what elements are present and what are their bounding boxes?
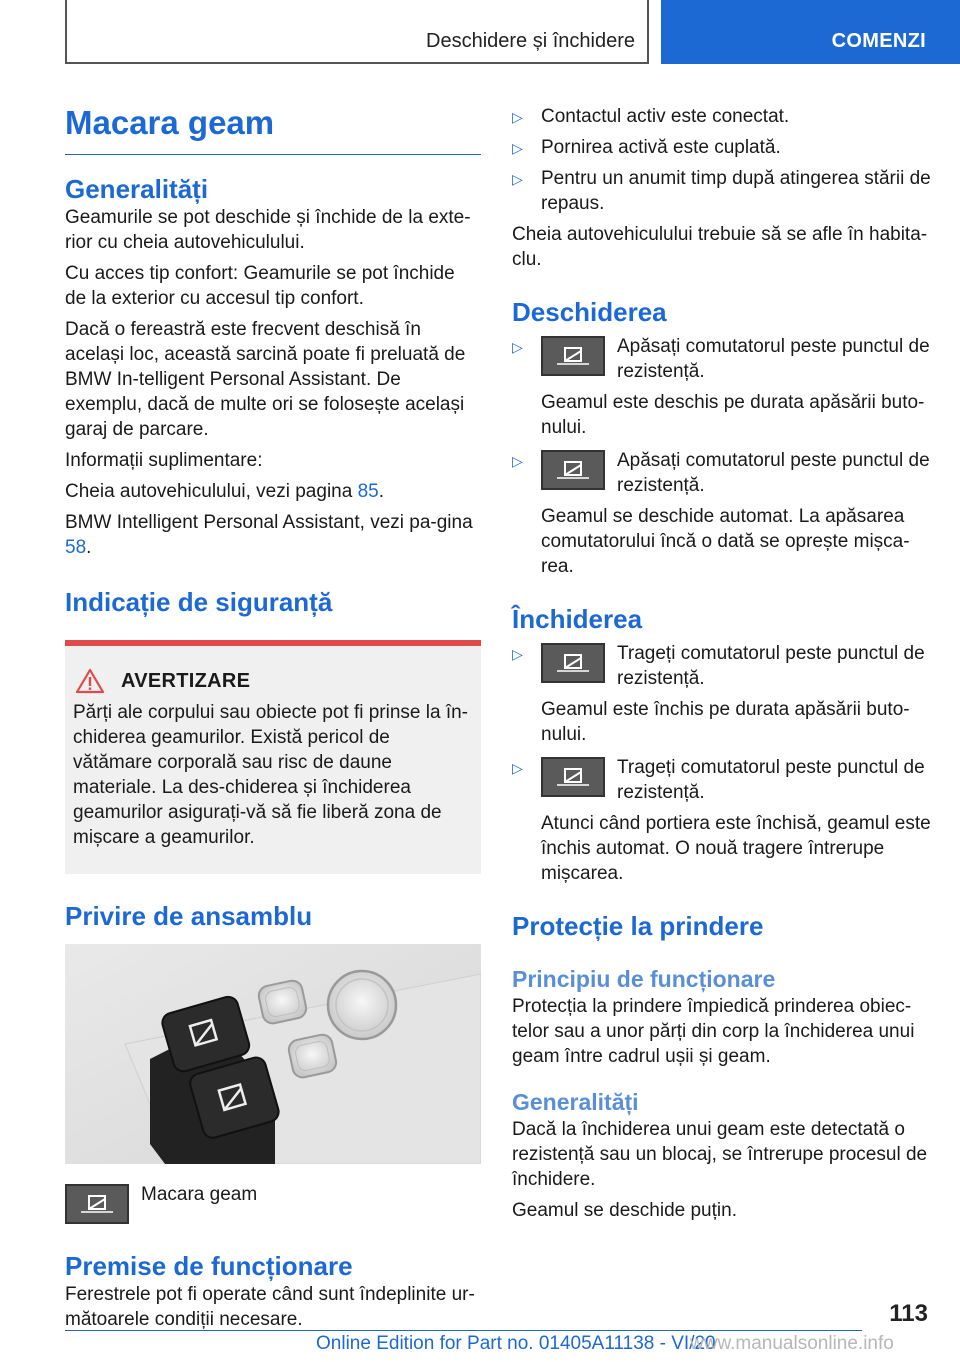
- close-step-2: [512, 755, 932, 886]
- condition-item: [512, 135, 932, 160]
- reference-assistant-end: .: [86, 537, 92, 558]
- window-switch-symbol-icon: [541, 450, 605, 490]
- key-note: Cheia autovehiculului trebuie să se afle în habita-clu.: [512, 224, 928, 270]
- condition-text: Contactul activ este conectat.: [541, 106, 790, 127]
- warning-box: [65, 640, 481, 874]
- condition-item: [512, 104, 932, 129]
- step-action: Apăsați comutatorul peste punctul de rezistență.: [617, 336, 930, 382]
- step-action: Apăsați comutatorul peste punctul de rezistență.: [617, 450, 930, 496]
- condition-text: Pentru un anumit timp după atingerea stării de repaus.: [541, 168, 931, 214]
- reference-key-end: .: [378, 481, 385, 502]
- open-heading: Deschiderea: [512, 297, 667, 327]
- warning-header: [73, 668, 473, 694]
- edition-text: Online Edition for Part no. 01405A11138 - VI/20: [316, 1333, 716, 1354]
- page-number: 113: [889, 1300, 928, 1327]
- reference-assistant: [65, 510, 481, 560]
- info-label: Informații suplimentare:: [65, 450, 263, 471]
- safety-heading: Indicație de siguranță: [65, 587, 333, 617]
- header-chapter-title: COMENZI: [831, 30, 926, 52]
- warning-triangle-icon: [75, 668, 105, 694]
- step-result: Geamul este închis pe durata apăsării buto-nului.: [541, 699, 910, 745]
- general-heading: Generalități: [65, 174, 209, 204]
- bullet-triangle-icon: ▷: [512, 140, 523, 156]
- footer-rule: [65, 1330, 862, 1331]
- principle-heading: Principiu de funcționare: [512, 966, 776, 992]
- header-chapter-tab[interactable]: [661, 0, 960, 64]
- open-step-1: [512, 334, 932, 440]
- condition-item: [512, 166, 932, 216]
- general2-paragraph-2: Geamul se deschide puțin.: [512, 1200, 737, 1221]
- bullet-triangle-icon: ▷: [512, 646, 523, 662]
- general2-paragraph-1: Dacă la închiderea unui geam este detectată o rezistență sau un blocaj, se întrerupe procesul de închidere.: [512, 1119, 928, 1190]
- overview-heading: Privire de ansamblu: [65, 901, 313, 931]
- principle-text: Protecția la prindere împiedică prinderea obiec-telor sau a unor părți din corp la închiderea unui geam între cadrul ușii și geam.: [512, 996, 915, 1067]
- warning-text: Părți ale corpului sau obiecte pot fi prinse la în-chiderea geamurilor. Există pericol de vătămare corporală sau risc de daune materiale. La des-chiderea și închiderea geamurilor asigurați-vă să fie liberă zona de mișcare a geamurilor.: [73, 702, 468, 848]
- condition-text: Pornirea activă este cuplată.: [541, 137, 781, 158]
- premise-heading: Premise de funcționare: [65, 1251, 353, 1281]
- close-heading: Închiderea: [512, 604, 643, 634]
- close-step-1: [512, 641, 932, 747]
- step-action: Trageți comutatorul peste punctul de rezistență.: [617, 643, 925, 689]
- bullet-triangle-icon: ▷: [512, 109, 523, 125]
- step-result: Geamul se deschide automat. La apăsarea comutatorului încă o dată se oprește mișca-rea.: [541, 506, 910, 577]
- caption-text: Macara geam: [141, 1184, 258, 1205]
- warning-title: AVERTIZARE: [121, 669, 251, 692]
- reference-assistant-link[interactable]: 58: [65, 537, 87, 558]
- page-title: Macara geam: [65, 100, 481, 155]
- header-section-box: [65, 0, 649, 64]
- reference-key: [65, 479, 481, 504]
- step-result: Atunci când portiera este închisă, geamul este închis automat. O nouă tragere întrerupe mișcarea.: [541, 813, 931, 884]
- protect-heading: Protecție la prindere: [512, 911, 764, 941]
- general-paragraph-1: Geamurile se pot deschide și închide de la exte-rior cu cheia autovehiculului.: [65, 207, 471, 253]
- bullet-triangle-icon: ▷: [512, 339, 523, 355]
- window-switch-symbol-icon: [541, 757, 605, 797]
- watermark: www.manualsonline.info: [690, 1333, 894, 1354]
- photo-caption: [65, 1182, 481, 1224]
- step-result: Geamul este deschis pe durata apăsării buto-nului.: [541, 392, 925, 438]
- bullet-triangle-icon: ▷: [512, 171, 523, 187]
- window-switch-symbol-icon: [65, 1184, 129, 1224]
- bullet-triangle-icon: ▷: [512, 760, 523, 776]
- general2-heading: Generalități: [512, 1089, 639, 1115]
- general-paragraph-2: Cu acces tip confort: Geamurile se pot închide de la exterior cu accesul tip confort.: [65, 263, 455, 309]
- window-switch-symbol-icon: [541, 336, 605, 376]
- reference-key-link[interactable]: 85: [357, 481, 379, 502]
- open-step-2: [512, 448, 932, 579]
- window-switch-photo: [65, 944, 481, 1164]
- step-action: Trageți comutatorul peste punctul de rezistență.: [617, 757, 925, 803]
- left-column: [65, 100, 481, 1338]
- reference-key-text: Cheia autovehiculului, vezi pagina: [65, 481, 358, 502]
- premise-text: Ferestrele pot fi operate când sunt îndeplinite ur-mătoarele condiții necesare.: [65, 1284, 475, 1330]
- header-section-title: Deschidere și închidere: [426, 30, 635, 52]
- reference-assistant-text: BMW Intelligent Personal Assistant, vezi pa-gina: [65, 512, 473, 533]
- window-switch-symbol-icon: [541, 643, 605, 683]
- general-paragraph-3: Dacă o fereastră este frecvent deschisă în același loc, această sarcină poate fi preluată de BMW In-telligent Personal Assistant. De exemplu, dacă de multe ori se folosește același garaj de parcare.: [65, 319, 466, 440]
- bullet-triangle-icon: ▷: [512, 453, 523, 469]
- right-column: [512, 104, 932, 1229]
